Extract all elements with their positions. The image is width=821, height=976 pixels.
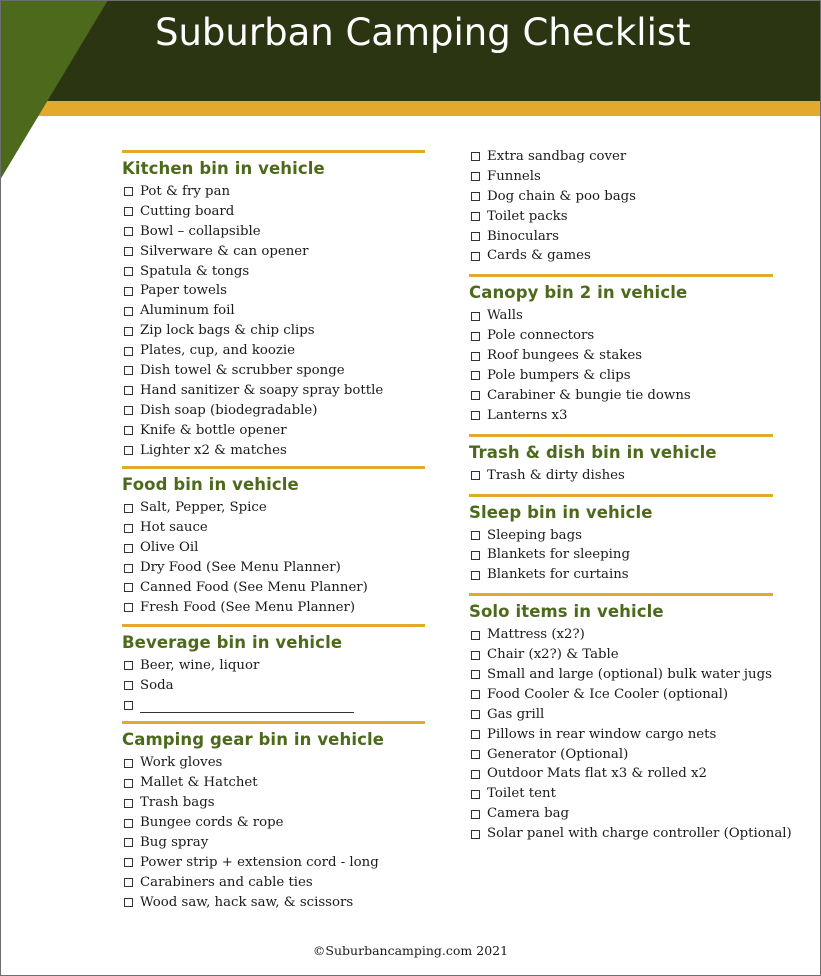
checklist-item-label: Gas grill [487, 706, 545, 722]
checkbox-icon[interactable] [471, 790, 480, 799]
checklist-item-label: Extra sandbag cover [487, 149, 627, 164]
checklist-item-label: Wood saw, hack saw, & scissors [140, 894, 354, 910]
checkbox-icon[interactable] [124, 386, 133, 395]
checklist-item-label: Food Cooler & Ice Cooler (optional) [487, 686, 729, 702]
checklist-item-label: Beer, wine, liquor [140, 657, 260, 673]
checkbox-icon[interactable] [124, 544, 133, 553]
checklist-item [122, 518, 425, 538]
checklist-item-label: Blankets for sleeping [487, 547, 630, 563]
checklist-item [469, 246, 773, 266]
page-title: Suburban Camping Checklist [155, 11, 691, 54]
checkbox-icon[interactable] [124, 524, 133, 533]
checklist-item [469, 227, 773, 247]
checklist-item [469, 526, 773, 546]
checklist-item [469, 824, 792, 844]
checklist-item-label: Hot sauce [140, 520, 208, 536]
checklist-item-blank [122, 696, 425, 716]
section-food-bin [122, 466, 425, 617]
checklist [469, 306, 773, 425]
section-heading: Kitchen bin in vehicle [122, 150, 425, 182]
section-trash-dish-bin [469, 434, 773, 486]
checkbox-icon[interactable] [124, 819, 133, 828]
checklist-item-label: Silverware & can opener [140, 243, 309, 259]
checklist-item [122, 321, 425, 341]
checklist-item-label: Olive Oil [140, 540, 199, 556]
checklist-item [122, 598, 425, 618]
checklist-item-label: Pole bumpers & clips [487, 368, 631, 384]
checklist-item-label: Toilet tent [487, 786, 556, 802]
checklist-item [469, 565, 773, 585]
checklist-item [122, 301, 425, 321]
checklist-item [469, 645, 773, 665]
checkbox-icon[interactable] [124, 327, 133, 336]
checkbox-icon[interactable] [124, 187, 133, 196]
checklist-item-label: Pillows in rear window cargo nets [487, 726, 717, 742]
checkbox-icon[interactable] [471, 770, 480, 779]
section-heading: Solo items in vehicle [469, 593, 773, 625]
checklist-item [122, 262, 425, 282]
checkbox-icon[interactable] [471, 332, 480, 341]
checklist-item-label: Dish towel & scrubber sponge [140, 363, 345, 379]
checkbox-icon[interactable] [124, 759, 133, 768]
checklist-item-label: Blankets for curtains [487, 567, 629, 583]
checklist-item [122, 676, 425, 696]
checklist-item-label: Dish soap (biodegradable) [140, 402, 318, 418]
checklist-item-label: Camera bag [487, 806, 570, 822]
checklist-item-label: Salt, Pepper, Spice [140, 500, 267, 516]
checkbox-icon[interactable] [124, 681, 133, 690]
checkbox-icon[interactable] [124, 564, 133, 573]
checklist-item [469, 665, 773, 685]
section-heading: Beverage bin in vehicle [122, 624, 425, 656]
checklist-item-label: Funnels [487, 168, 541, 184]
checklist-item-label: Walls [487, 308, 523, 324]
checklist-item [469, 725, 773, 745]
checklist-item [122, 853, 425, 873]
checklist-item [469, 306, 773, 326]
checklist-item-label: Cards & games [487, 248, 591, 264]
checklist-item [122, 793, 425, 813]
checklist-item-label: Trash & dirty dishes [487, 467, 625, 483]
checkbox-icon[interactable] [124, 661, 133, 670]
checklist-item [122, 538, 425, 558]
checklist-item-label: Power strip + extension cord - long [140, 854, 379, 870]
checkbox-icon[interactable] [471, 651, 480, 660]
checklist-item [469, 167, 773, 187]
checklist-item [469, 466, 773, 486]
checklist-item [469, 545, 773, 565]
checkbox-icon[interactable] [124, 779, 133, 788]
checklist-item-label: Aluminum foil [140, 303, 235, 319]
checklist-item [122, 558, 425, 578]
checklist-item-label: Outdoor Mats flat x3 & rolled x2 [487, 766, 707, 782]
checklist-item [469, 685, 773, 705]
checklist [122, 498, 425, 617]
checkbox-icon[interactable] [124, 227, 133, 236]
section-heading: Trash & dish bin in vehicle [469, 434, 773, 466]
checklist-item [122, 813, 425, 833]
section-heading: Sleep bin in vehicle [469, 494, 773, 526]
checklist [469, 466, 773, 486]
checkbox-icon[interactable] [124, 287, 133, 296]
checklist-item-label: Knife & bottle opener [140, 422, 287, 438]
checkbox-icon[interactable] [471, 571, 480, 580]
checkbox-icon[interactable] [124, 207, 133, 216]
checklist-item-label: Pole connectors [487, 328, 595, 344]
checklist-item-label: Carabiner & bungie tie downs [487, 387, 691, 403]
checklist-item-label: Bowl – collapsible [140, 223, 261, 239]
checkbox-icon[interactable] [471, 352, 480, 361]
left-column [122, 147, 425, 913]
right-column [469, 147, 792, 844]
checklist-item-label: Sleeping bags [487, 527, 582, 543]
section-kitchen-bin [122, 150, 425, 460]
checkbox-icon[interactable] [124, 426, 133, 435]
checklist-item [122, 421, 425, 441]
checklist-item [469, 745, 773, 765]
checklist-item-label: Lighter x2 & matches [140, 442, 287, 458]
checklist-item [122, 182, 425, 202]
checkbox-icon[interactable] [471, 192, 480, 201]
checklist-item [122, 578, 425, 598]
checkbox-icon[interactable] [471, 670, 480, 679]
checklist-item-label: Bug spray [140, 835, 209, 851]
checklist-item [122, 281, 425, 301]
checklist [469, 526, 773, 586]
checkbox-icon[interactable] [471, 232, 480, 241]
checklist-item-label: Small and large (optional) bulk water jugs [487, 667, 772, 683]
checkbox-icon[interactable] [124, 701, 133, 710]
section-solo-items [469, 593, 792, 844]
checklist-item-label: Cutting board [140, 203, 235, 219]
checkbox-icon[interactable] [124, 366, 133, 375]
checklist-item [122, 222, 425, 242]
checkbox-icon[interactable] [471, 710, 480, 719]
checklist-item-label: Carabiners and cable ties [140, 874, 313, 890]
checklist-continued [469, 147, 773, 266]
checkbox-icon[interactable] [471, 172, 480, 181]
checklist-item-label: Generator (Optional) [487, 746, 629, 762]
checklist-item-label: Canned Food (See Menu Planner) [140, 580, 368, 596]
checklist-item [122, 361, 425, 381]
checklist-item [469, 207, 773, 227]
checklist-item-label: Plates, cup, and koozie [140, 343, 296, 359]
checkbox-icon[interactable] [471, 152, 480, 161]
checkbox-icon[interactable] [124, 267, 133, 276]
checkbox-icon[interactable] [471, 471, 480, 480]
section-camping-gear-bin [122, 721, 425, 912]
checkbox-icon[interactable] [471, 391, 480, 400]
checkbox-icon[interactable] [124, 603, 133, 612]
checklist-item [122, 401, 425, 421]
checkbox-icon[interactable] [471, 830, 480, 839]
checklist-item-label: Soda [140, 677, 174, 693]
checklist-item-label: Dog chain & poo bags [487, 188, 636, 204]
checkbox-icon[interactable] [124, 583, 133, 592]
checkbox-icon[interactable] [124, 858, 133, 867]
checklist-item [469, 804, 773, 824]
checklist-item-label: Work gloves [140, 755, 223, 771]
checklist-item [469, 784, 773, 804]
checklist [469, 625, 792, 844]
checklist-item [469, 625, 773, 645]
checklist-item-label: Chair (x2?) & Table [487, 647, 619, 663]
checkbox-icon[interactable] [124, 838, 133, 847]
checklist-item [469, 366, 773, 386]
checklist-item [469, 406, 773, 426]
checklist-item-label: Zip lock bags & chip clips [140, 323, 315, 339]
checkbox-icon[interactable] [471, 312, 480, 321]
checkbox-icon[interactable] [124, 504, 133, 513]
checklist-item-label: Bungee cords & rope [140, 815, 284, 831]
checklist-item-label: Solar panel with charge controller (Optional) [487, 826, 792, 842]
checklist-item-label: Pot & fry pan [140, 184, 231, 199]
checklist [122, 182, 425, 460]
checklist-item [122, 893, 425, 913]
blank-write-in-line[interactable] [140, 699, 354, 713]
checklist [122, 753, 425, 912]
section-heading: Food bin in vehicle [122, 466, 425, 498]
checklist-item [122, 341, 425, 361]
checkbox-icon[interactable] [471, 690, 480, 699]
footer-copyright: ©Suburbancamping.com 2021 [312, 943, 509, 958]
checklist-item [469, 187, 773, 207]
checklist-item [469, 326, 773, 346]
checklist-item-label: Toilet packs [487, 208, 568, 224]
checklist-item [122, 753, 425, 773]
checkbox-icon[interactable] [471, 551, 480, 560]
checklist-item [469, 764, 773, 784]
checklist-item-label: Trash bags [140, 795, 215, 811]
checkbox-icon[interactable] [124, 347, 133, 356]
checkbox-icon[interactable] [124, 446, 133, 455]
checklist-item [122, 873, 425, 893]
section-sleep-bin [469, 494, 773, 586]
checklist-item-label: Dry Food (See Menu Planner) [140, 560, 341, 576]
checklist-item [122, 202, 425, 222]
checklist-item [469, 386, 773, 406]
checklist-item-label: Mattress (x2?) [487, 627, 585, 643]
checklist-item-label: Spatula & tongs [140, 263, 250, 279]
checkbox-icon[interactable] [124, 878, 133, 887]
checkbox-icon[interactable] [471, 371, 480, 380]
section-beverage-bin [122, 624, 425, 716]
checkbox-icon[interactable] [471, 730, 480, 739]
checklist-item [122, 441, 425, 461]
section-canopy-bin-2 [469, 274, 773, 425]
checkbox-icon[interactable] [471, 531, 480, 540]
checklist-item [122, 656, 425, 676]
checklist-item [122, 833, 425, 853]
checklist-item-label: Mallet & Hatchet [140, 775, 258, 791]
checklist-item-label: Roof bungees & stakes [487, 348, 643, 364]
checklist-item [122, 773, 425, 793]
checkbox-icon[interactable] [471, 411, 480, 420]
checklist-item [469, 705, 773, 725]
section-heading: Canopy bin 2 in vehicle [469, 274, 773, 306]
checkbox-icon[interactable] [124, 406, 133, 415]
checkbox-icon[interactable] [124, 799, 133, 808]
checkbox-icon[interactable] [471, 212, 480, 221]
checkbox-icon[interactable] [124, 898, 133, 907]
checklist-item [469, 346, 773, 366]
checkbox-icon[interactable] [471, 750, 480, 759]
checklist-item-label: Paper towels [140, 283, 227, 299]
checklist-item-label: Binoculars [487, 228, 559, 244]
checklist-item [122, 381, 425, 401]
checklist-item [469, 147, 773, 167]
checkbox-icon[interactable] [124, 307, 133, 316]
checkbox-icon[interactable] [471, 631, 480, 640]
checkbox-icon[interactable] [471, 252, 480, 261]
checkbox-icon[interactable] [471, 810, 480, 819]
checklist [122, 656, 425, 716]
checklist-item [122, 242, 425, 262]
checklist-item [122, 498, 425, 518]
checklist-item-label: Hand sanitizer & soapy spray bottle [140, 382, 384, 398]
checklist-item-label: Fresh Food (See Menu Planner) [140, 599, 356, 615]
checkbox-icon[interactable] [124, 247, 133, 256]
section-heading: Camping gear bin in vehicle [122, 721, 425, 753]
checklist-item-label: Lanterns x3 [487, 407, 568, 423]
